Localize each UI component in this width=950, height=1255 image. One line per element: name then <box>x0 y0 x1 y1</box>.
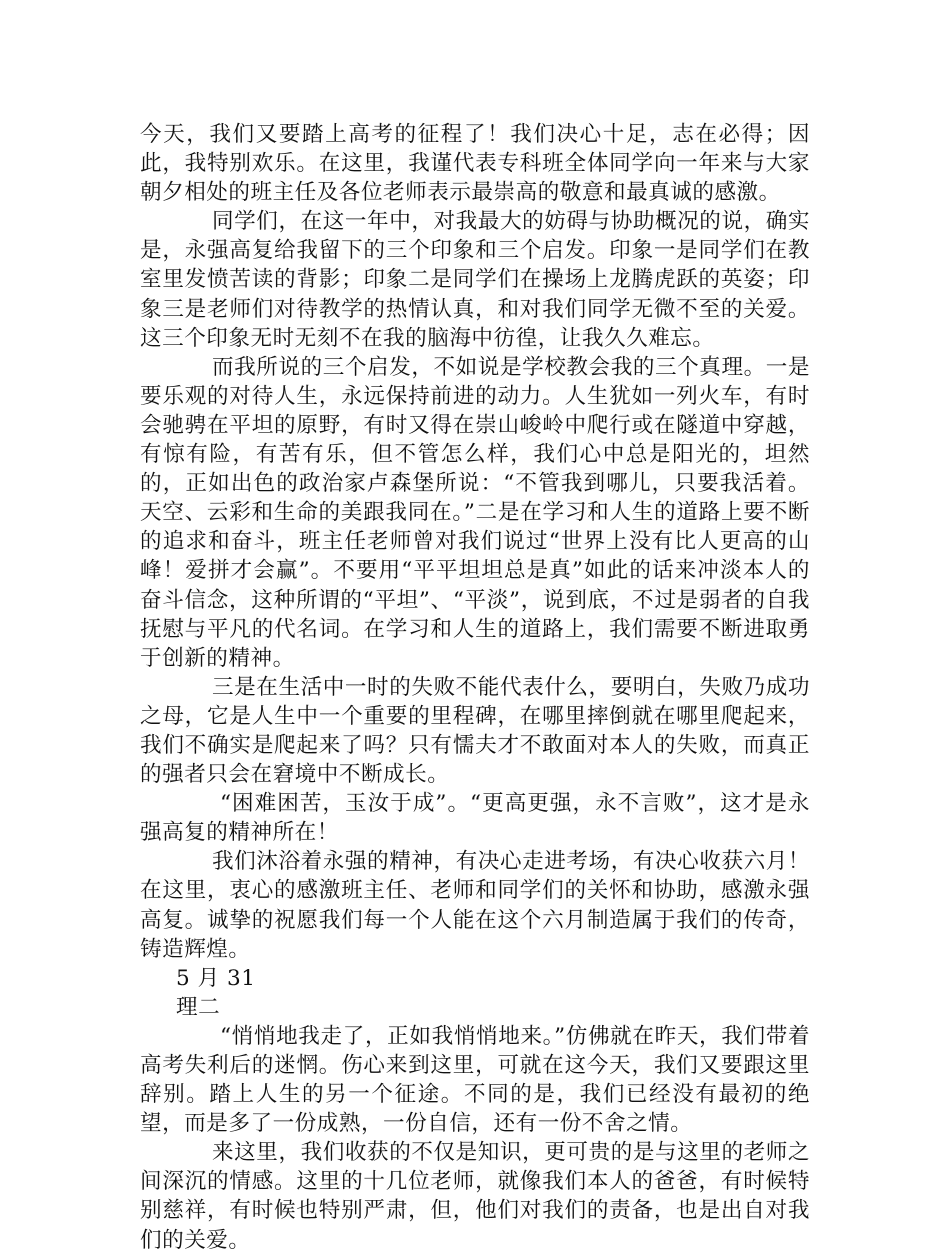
document-page <box>140 120 810 1255</box>
paragraph-inspirations: 而我所说的三个启发，不如说是学校教会我的三个真理。一是要乐观的对待人生，永远保持前进的动力。人生犹如一列火车，有时会驰骋在平坦的原野，有时又得在崇山峻岭中爬行或在隧道中穿越，有惊有险，有苦有乐，但不管怎么样，我们心中总是阳光的，坦然的，正如出色的政治家卢森堡所说：“不管我到哪儿，只要我活着。天空、云彩和生命的美跟我同在。”二是在学习和人生的道路上要不断的追求和奋斗，班主任老师曾对我们说过“世界上没有比人更高的山峰！爱拼才会赢”。不要用“平平坦坦总是真”如此的话来冲淡本人的奋斗信念，这种所谓的“平坦”、“平淡”，说到底，不过是弱者的自我抚慰与平凡的代名词。在学习和人生的道路上，我们需要不断进取勇于创新的精神。 <box>140 354 810 671</box>
date-line: 5 月 31 <box>176 965 256 991</box>
paragraph-closing: 我们沐浴着永强的精神，有决心走进考场，有决心收获六月！在这里，衷心的感激班主任、老师和同学们的关怀和协助，感激永强高复。诚挚的祝愿我们每一个人能在这个六月制造属于我们的传奇，铸造辉煌。 <box>140 849 810 962</box>
paragraph-motto: “困难困苦，玉汝于成”。“更高更强，永不言败”，这才是永强高复的精神所在！ <box>140 791 810 846</box>
paragraph-farewell: “悄悄地我走了，正如我悄悄地来。”仿佛就在昨天，我们带着高考失利后的迷惘。伤心来到这里，可就在这今天，我们又要跟这里辞别。踏上人生的另一个征途。不同的是，我们已经没有最初的绝望，而是多了一份成熟，一份自信，还有一份不舍之情。 <box>140 1023 810 1137</box>
paragraph-impressions: 同学们，在这一年中，对我最大的妨碍与协助概况的说，确实是，永强高复给我留下的三个印象和三个启发。印象一是同学们在教室里发愤苦读的背影；印象二是同学们在操场上龙腾虎跃的英姿；印象三是老师们对待教学的热情认真，和对我们同学无微不至的关爱。这三个印象无时无刻不在我的脑海中彷徨，让我久久难忘。 <box>140 209 810 351</box>
paragraph-failure: 三是在生活中一时的失败不能代表什么，要明白，失败乃成功之母，它是人生中一个重要的里程碑，在哪里摔倒就在哪里爬起来，我们不确实是爬起来了吗？只有懦夫才不敢面对本人的失败，而真正的强者只会在窘境中不断成长。 <box>140 674 810 788</box>
paragraph-teachers: 来这里，我们收获的不仅是知识，更可贵的是与这里的老师之间深沉的情感。这里的十几位老师，就像我们本人的爸爸，有时候特别慈祥，有时候也特别严肃，但，他们对我们的责备，也是出自对我们的关爱。 <box>140 1140 810 1253</box>
paragraph-opening: 今天，我们又要踏上高考的征程了！我们决心十足，志在必得；因此，我特别欢乐。在这里，我谨代表专科班全体同学向一年来与大家朝夕相处的班主任及各位老师表示最崇高的敬意和最真诚的感激。 <box>140 122 810 206</box>
class-name: 理二 <box>176 994 221 1020</box>
